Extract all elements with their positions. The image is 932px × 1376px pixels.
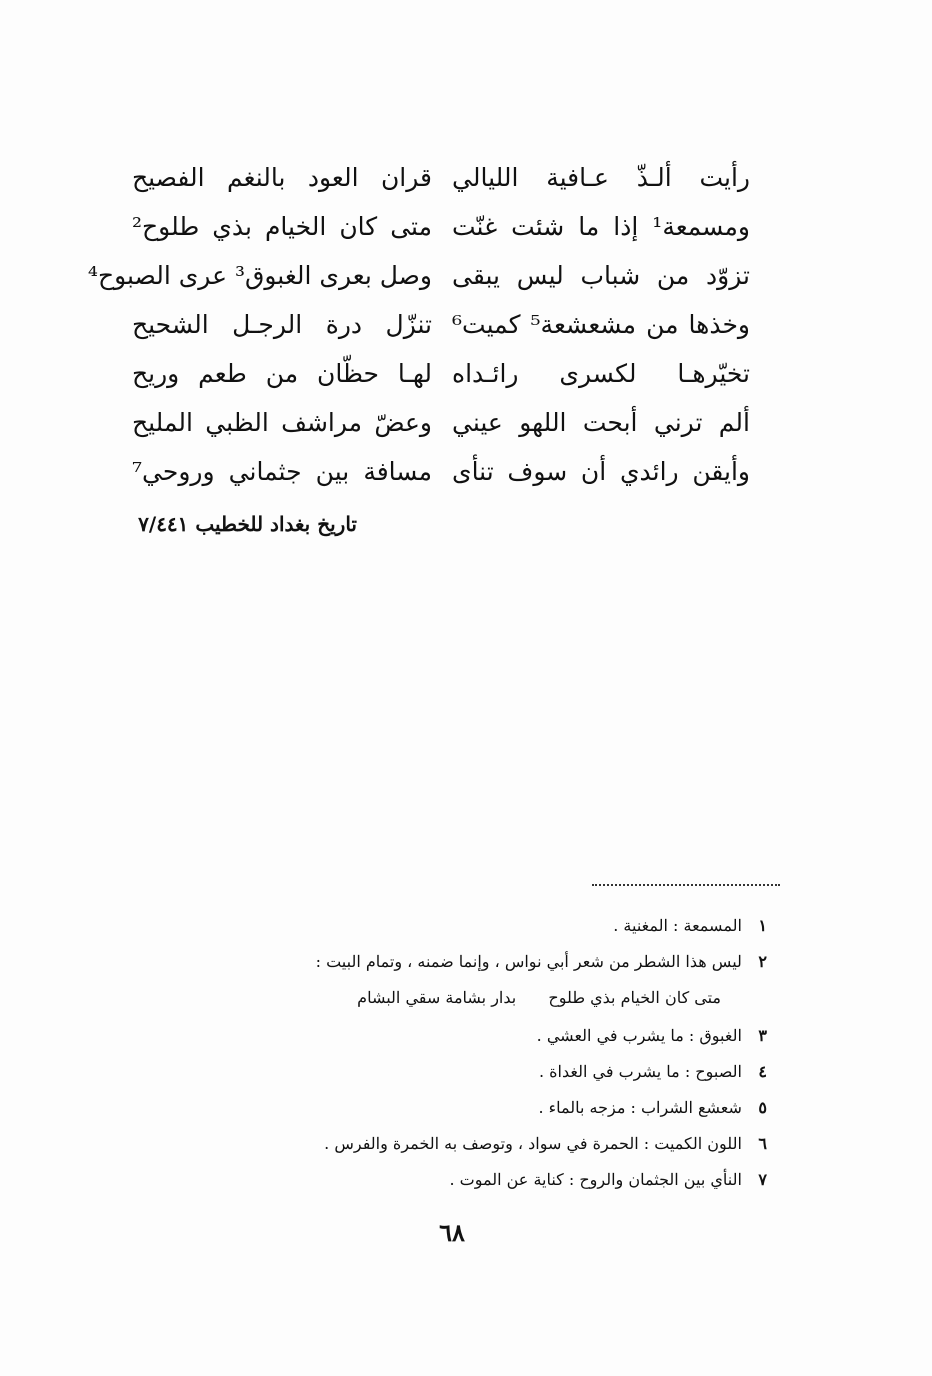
footnote — [247, 1094, 767, 1130]
footnote-number: ٢ — [758, 952, 767, 971]
footnote-number: ٥ — [758, 1098, 767, 1117]
footnote-number: ٤ — [758, 1062, 767, 1081]
footnote-number: ٣ — [758, 1026, 767, 1045]
verse-second-hemistich: مسافة بين جثماني وروحي⁷ — [132, 457, 432, 486]
verse-second-hemistich: متى كان الخيام بذي طلوح² — [132, 212, 432, 241]
poem-verse — [120, 354, 760, 403]
footnote-quoted-verse — [247, 984, 767, 1022]
footnote-divider — [592, 884, 780, 886]
verse-first-hemistich: تخيّرهـا لكسرى رائـداه — [452, 359, 750, 388]
verse-second-hemistich: تنزّل درة الرجـل الشحيح — [132, 310, 432, 339]
poem-verse — [120, 207, 760, 256]
footnote — [247, 1022, 767, 1058]
footnote — [247, 948, 767, 984]
verse-second-hemistich: وصل بعرى الغبوق³ عرى الصبوح⁴ — [87, 261, 432, 290]
poem-verse — [87, 256, 760, 305]
source-citation: تاريخ بغداد للخطيب ٧/٤٤١ — [138, 512, 357, 536]
verse-first-hemistich: تزوّد من شباب ليس يبقى — [452, 261, 750, 290]
poem-verse — [120, 452, 760, 501]
footnote-number: ٧ — [758, 1170, 767, 1189]
footnote — [247, 1130, 767, 1166]
verse-first-hemistich: وأيقن رائدي أن سوف تنأى — [452, 457, 750, 486]
poem-verse — [120, 305, 760, 354]
footnote — [247, 1166, 767, 1202]
verse-first-hemistich: ألم ترني أبحت اللهو عيني — [452, 408, 750, 437]
footnote-text: الغبوق : ما يشرب في العشي . — [536, 1026, 742, 1045]
verse-first-hemistich: رأيت ألـذّ عـافية الليالي — [452, 163, 750, 192]
footnote-text: ليس هذا الشطر من شعر أبي نواس ، وإنما ضمنه ، وتمام البيت : — [315, 952, 742, 971]
verse-second-hemistich: وعضّ مراشف الظبي المليح — [132, 408, 432, 437]
footnote-text: شعشع الشراب : مزجه بالماء . — [538, 1098, 742, 1117]
verse-second-hemistich: قران العود بالنغم الفصيح — [132, 163, 432, 192]
quoted-verse-second-hemistich: بدار بشامة سقي البشام — [357, 988, 517, 1007]
footnote — [247, 1058, 767, 1094]
page-number: ٦٨ — [439, 1218, 465, 1247]
footnote-text: الصبوح : ما يشرب في الغداة . — [538, 1062, 742, 1081]
footnote-text: النأي بين الجثمان والروح : كناية عن الموت . — [449, 1170, 742, 1189]
footnote — [247, 912, 767, 948]
verse-first-hemistich: ومسمعة¹ إذا ما شئت غنّت — [452, 212, 750, 241]
verse-first-hemistich: وخذها من مشعشعة⁵ كميت⁶ — [452, 310, 750, 339]
poem-verse — [120, 158, 760, 207]
footnote-number: ٦ — [758, 1134, 767, 1153]
poem-verse — [120, 403, 760, 452]
footnote-text: اللون الكميت : الحمرة في سواد ، وتوصف به الخمرة والفرس . — [324, 1134, 742, 1153]
verse-second-hemistich: لهـا حظّان من طعم وريح — [132, 359, 432, 388]
footnote-text: المسمعة : المغنية . — [613, 916, 742, 935]
quoted-verse-first-hemistich: متى كان الخيام بذي طلوح — [548, 988, 721, 1007]
footnote-number: ١ — [758, 916, 767, 935]
poem — [87, 158, 760, 501]
footnotes — [247, 912, 767, 1202]
